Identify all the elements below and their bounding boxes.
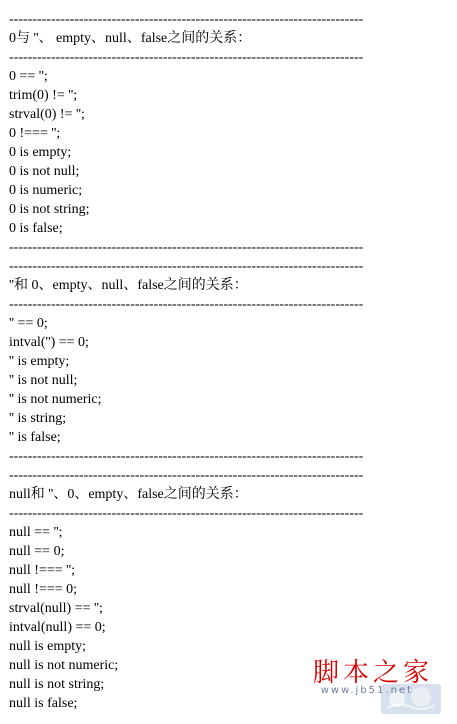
section-empty-string	[9, 257, 449, 466]
section-heading: ''和 0、empty、null、false之间的关系：	[9, 278, 248, 293]
separator-line: ----------------------------------------------------------------------------	[9, 297, 364, 312]
separator-line: ----------------------------------------------------------------------------	[9, 449, 364, 464]
section-heading: null和 ''、0、empty、false之间的关系：	[9, 487, 248, 502]
code-line: '' is not numeric;	[9, 392, 102, 407]
separator-line: ----------------------------------------------------------------------------	[9, 259, 364, 274]
code-line: '' is not null;	[9, 373, 78, 388]
watermark-url: www.jb51.net	[320, 685, 413, 696]
separator-line: ----------------------------------------------------------------------------	[9, 468, 364, 483]
code-line: null is not numeric;	[9, 658, 119, 673]
code-line: intval(null) == 0;	[9, 620, 106, 635]
separator-line: ----------------------------------------------------------------------------	[9, 506, 364, 521]
code-line: 0 is empty;	[9, 145, 72, 160]
code-line: strval(null) == '';	[9, 601, 103, 616]
code-line: 0 is numeric;	[9, 183, 83, 198]
separator-line: ----------------------------------------------------------------------------	[9, 50, 364, 65]
code-line: 0 !=== '';	[9, 126, 61, 141]
code-line: strval(0) != '';	[9, 107, 85, 122]
code-line: '' is false;	[9, 430, 61, 445]
code-line: '' is string;	[9, 411, 67, 426]
section-heading: 0与 ''、 empty、null、false之间的关系：	[9, 31, 252, 46]
code-line: null == '';	[9, 525, 63, 540]
code-line: null == 0;	[9, 544, 65, 559]
watermark-title: 脚本之家	[312, 658, 433, 688]
section-zero	[9, 10, 449, 257]
code-line: 0 is not null;	[9, 164, 80, 179]
code-line: trim(0) != '';	[9, 88, 78, 103]
code-line: null !=== 0;	[9, 582, 78, 597]
code-line: null is not string;	[9, 677, 105, 692]
code-line: 0 == '';	[9, 69, 48, 84]
document-body	[9, 10, 449, 713]
code-line: 0 is false;	[9, 221, 63, 236]
code-line: intval('') == 0;	[9, 335, 89, 350]
code-line: null is empty;	[9, 639, 86, 654]
code-line: '' == 0;	[9, 316, 48, 331]
site-watermark	[293, 652, 443, 716]
code-line: '' is empty;	[9, 354, 70, 369]
code-line: null !=== '';	[9, 563, 76, 578]
code-line: null is false;	[9, 696, 78, 711]
code-line: 0 is not string;	[9, 202, 90, 217]
separator-line: ----------------------------------------------------------------------------	[9, 12, 364, 27]
separator-line: ----------------------------------------------------------------------------	[9, 240, 364, 255]
